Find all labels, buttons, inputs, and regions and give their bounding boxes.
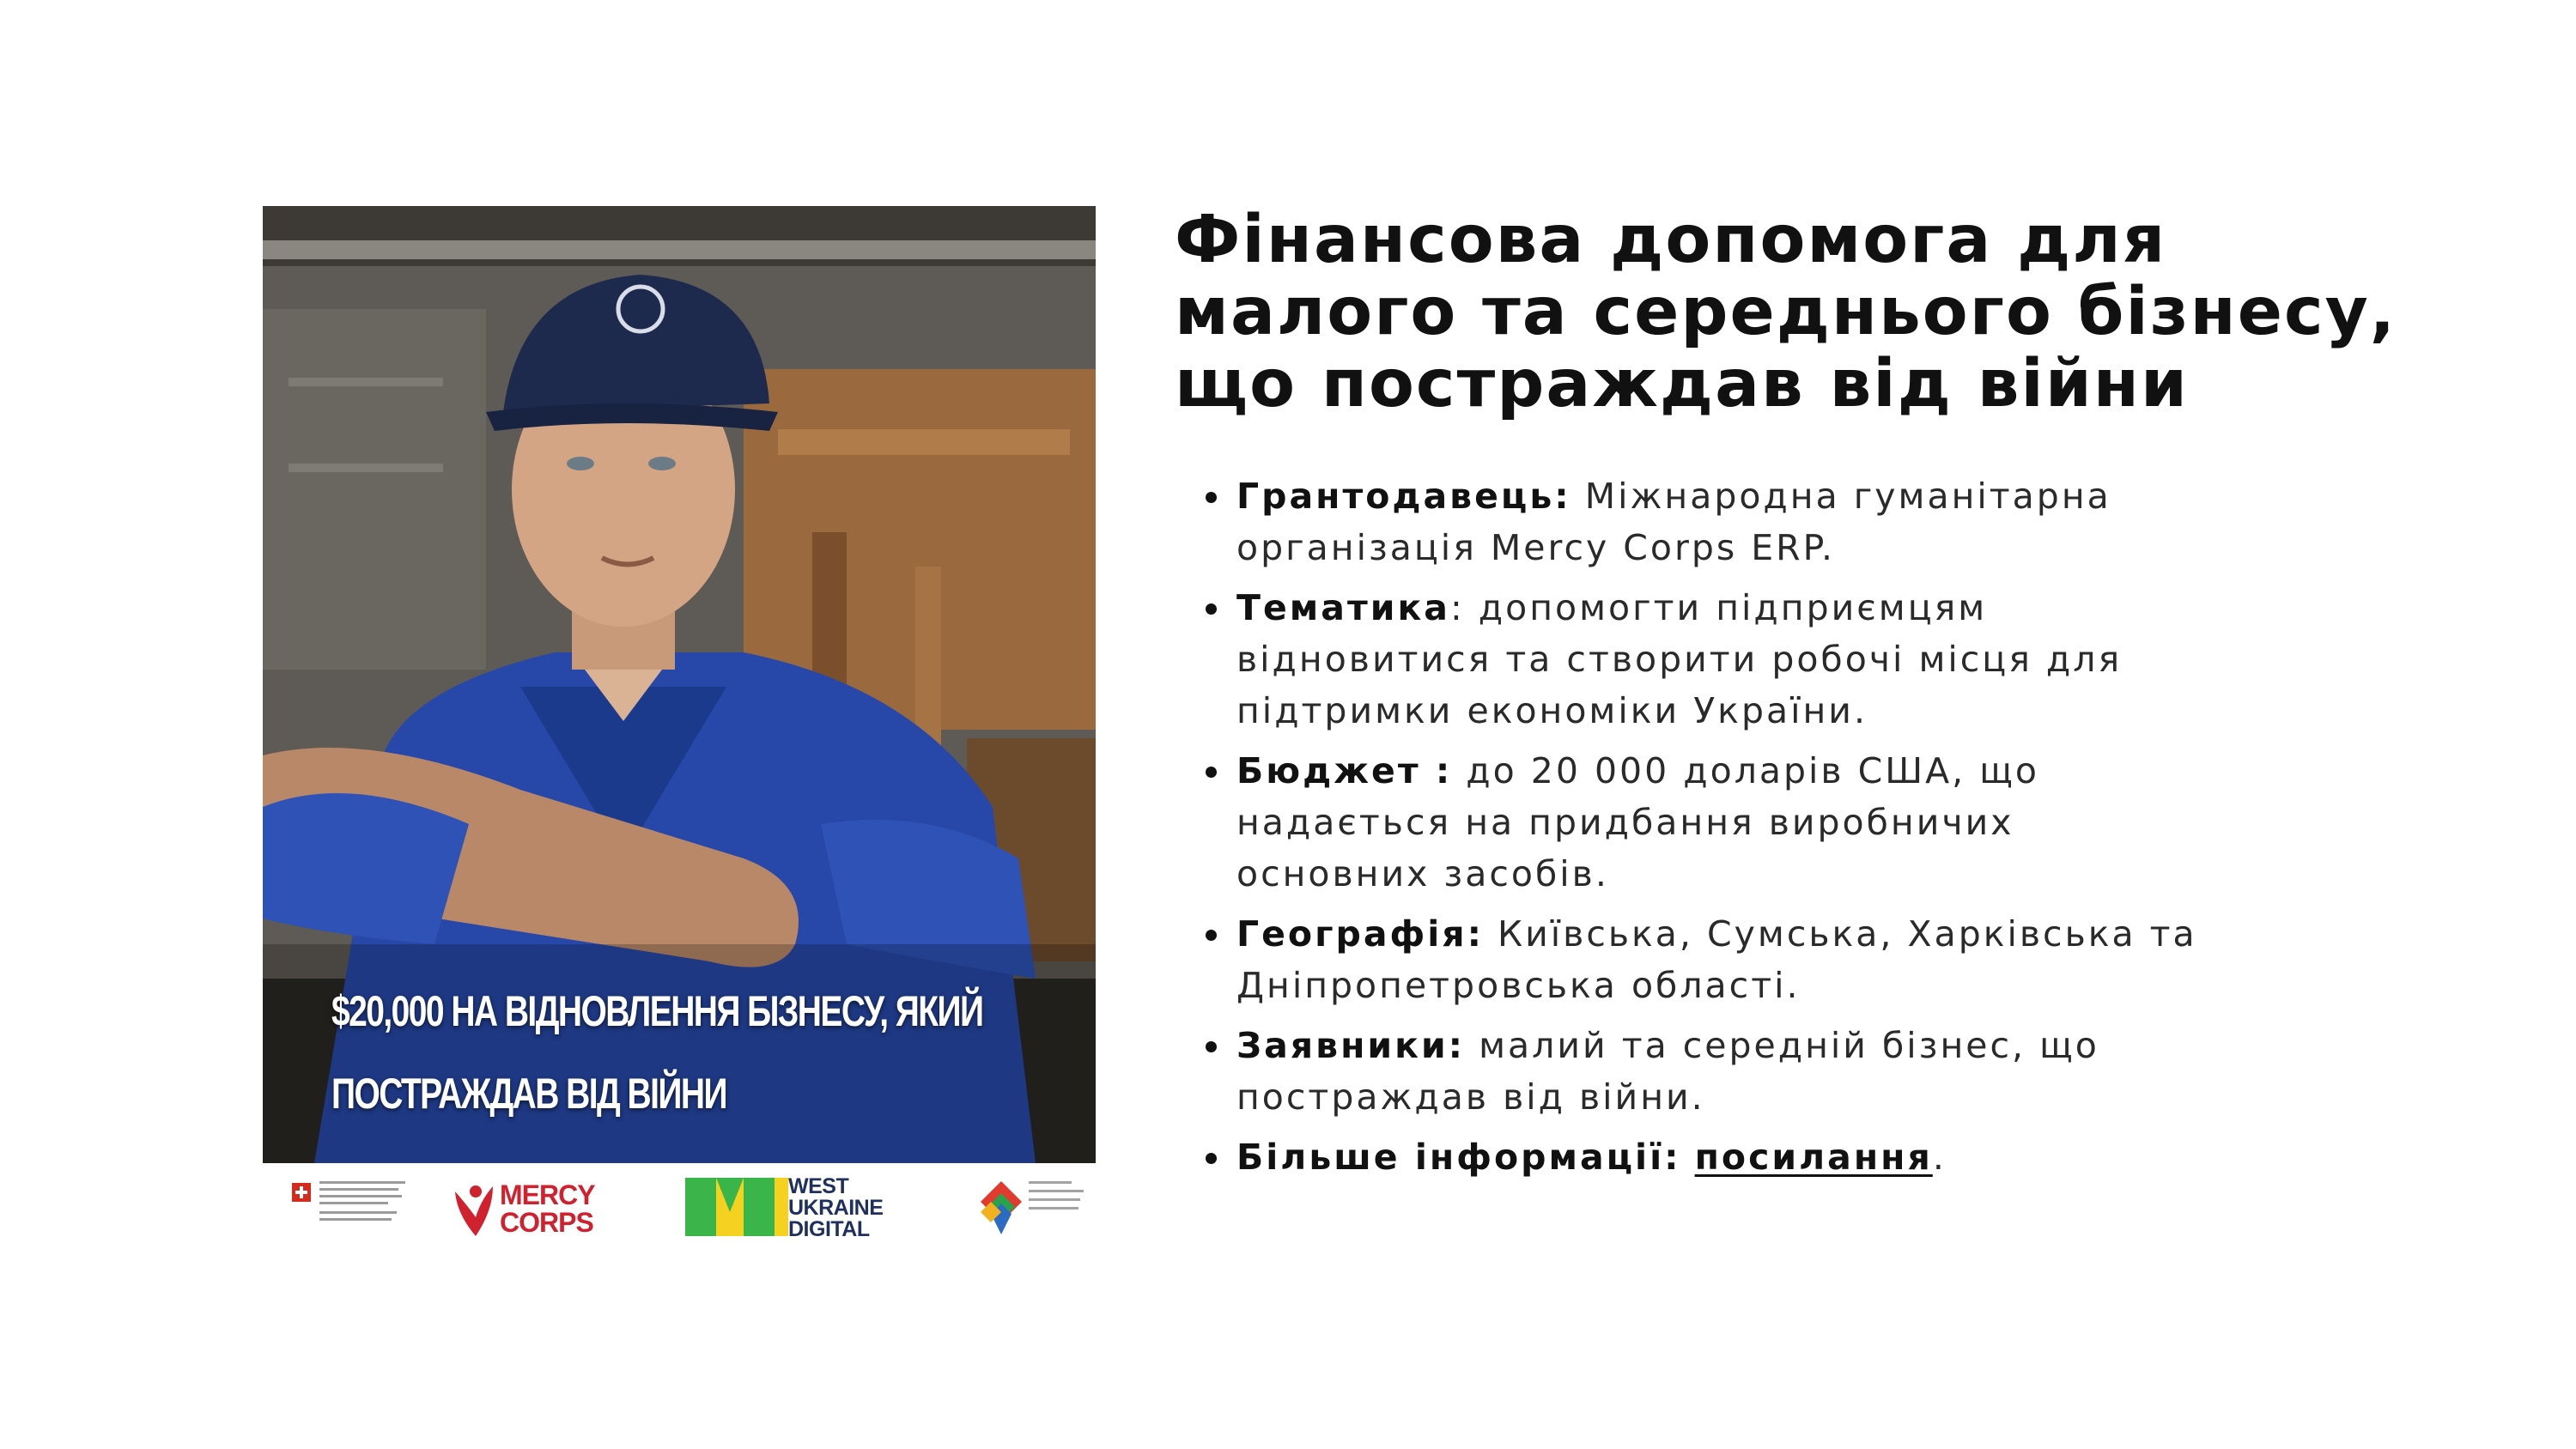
grantor-label: Грантодавець: (1236, 476, 1571, 517)
wud-logo-text: UKRAINE (788, 1196, 884, 1220)
uerp-mark-icon (977, 1178, 1025, 1238)
list-item-grantor (1200, 470, 2274, 573)
applicants-label: Заявники: (1236, 1025, 1466, 1066)
list-item-more-info (1200, 1131, 2274, 1183)
partner-logos (263, 1167, 1096, 1249)
list-item-topic (1200, 582, 2274, 737)
list-item-geography (1200, 908, 2274, 1011)
topic-label: Тематика (1236, 587, 1450, 628)
list-item-applicants (1200, 1020, 2274, 1123)
west-ukraine-digital-mark-icon (685, 1178, 805, 1236)
more-info-suffix: . (1932, 1137, 1947, 1178)
topic-value: відновитися та створити робочі місця для (1236, 639, 2123, 680)
page-title (1175, 204, 2463, 421)
mercy-logo-text: CORPS (500, 1207, 593, 1238)
budget-value: основних засобів. (1236, 853, 1609, 894)
poster-caption-line: ПОСТРАЖДАВ ВІД ВІЙНИ (331, 1070, 726, 1118)
grant-details-list (1200, 470, 2274, 1191)
west-ukraine-digital-logo (677, 1167, 943, 1249)
geography-value: Дніпропетровська області. (1236, 965, 1801, 1006)
grantor-value: організація Mercy Corps ERP. (1236, 527, 1836, 568)
mercy-logo-text: MERCY (500, 1179, 595, 1210)
list-item-budget (1200, 745, 2274, 900)
topic-value: підтримки економіки України. (1236, 690, 1868, 731)
mercy-corps-logo (443, 1167, 615, 1249)
poster-caption (331, 970, 983, 1135)
swiss-confederation-logo (289, 1167, 417, 1249)
budget-value: до 20 000 доларів США, що (1452, 750, 2039, 791)
budget-value: надається на придбання виробничих (1236, 802, 2014, 843)
poster-image (263, 206, 1096, 1163)
mercy-corps-mark-icon (450, 1179, 501, 1240)
geography-value: Київська, Сумська, Харківська та (1484, 913, 2197, 955)
page-title-line: Фінансова допомога для (1175, 202, 2167, 278)
applicants-value: постраждав від війни. (1236, 1076, 1705, 1118)
ukraine-economic-resilience-logo (975, 1167, 1096, 1249)
topic-value: : допомогти підприємцям (1449, 587, 1988, 628)
swiss-flag-icon (292, 1183, 311, 1202)
geography-label: Географія: (1236, 913, 1484, 955)
page-title-line: малого та середнього бізнесу, (1175, 274, 2397, 350)
applicants-value: малий та середній бізнес, що (1465, 1025, 2099, 1066)
poster-caption-line: $20,000 НА ВІДНОВЛЕННЯ БІЗНЕСУ, ЯКИЙ (331, 987, 983, 1035)
wud-logo-text: WEST (788, 1174, 849, 1198)
page-title-line: що постраждав від війни (1175, 346, 2189, 422)
wud-logo-text: DIGITAL (788, 1217, 870, 1241)
more-info-link[interactable]: посилання (1694, 1137, 1933, 1178)
budget-label: Бюджет : (1236, 750, 1453, 791)
grantor-value: Міжнародна гуманітарна (1571, 476, 2111, 517)
more-info-label: Більше інформації: (1236, 1137, 1681, 1178)
